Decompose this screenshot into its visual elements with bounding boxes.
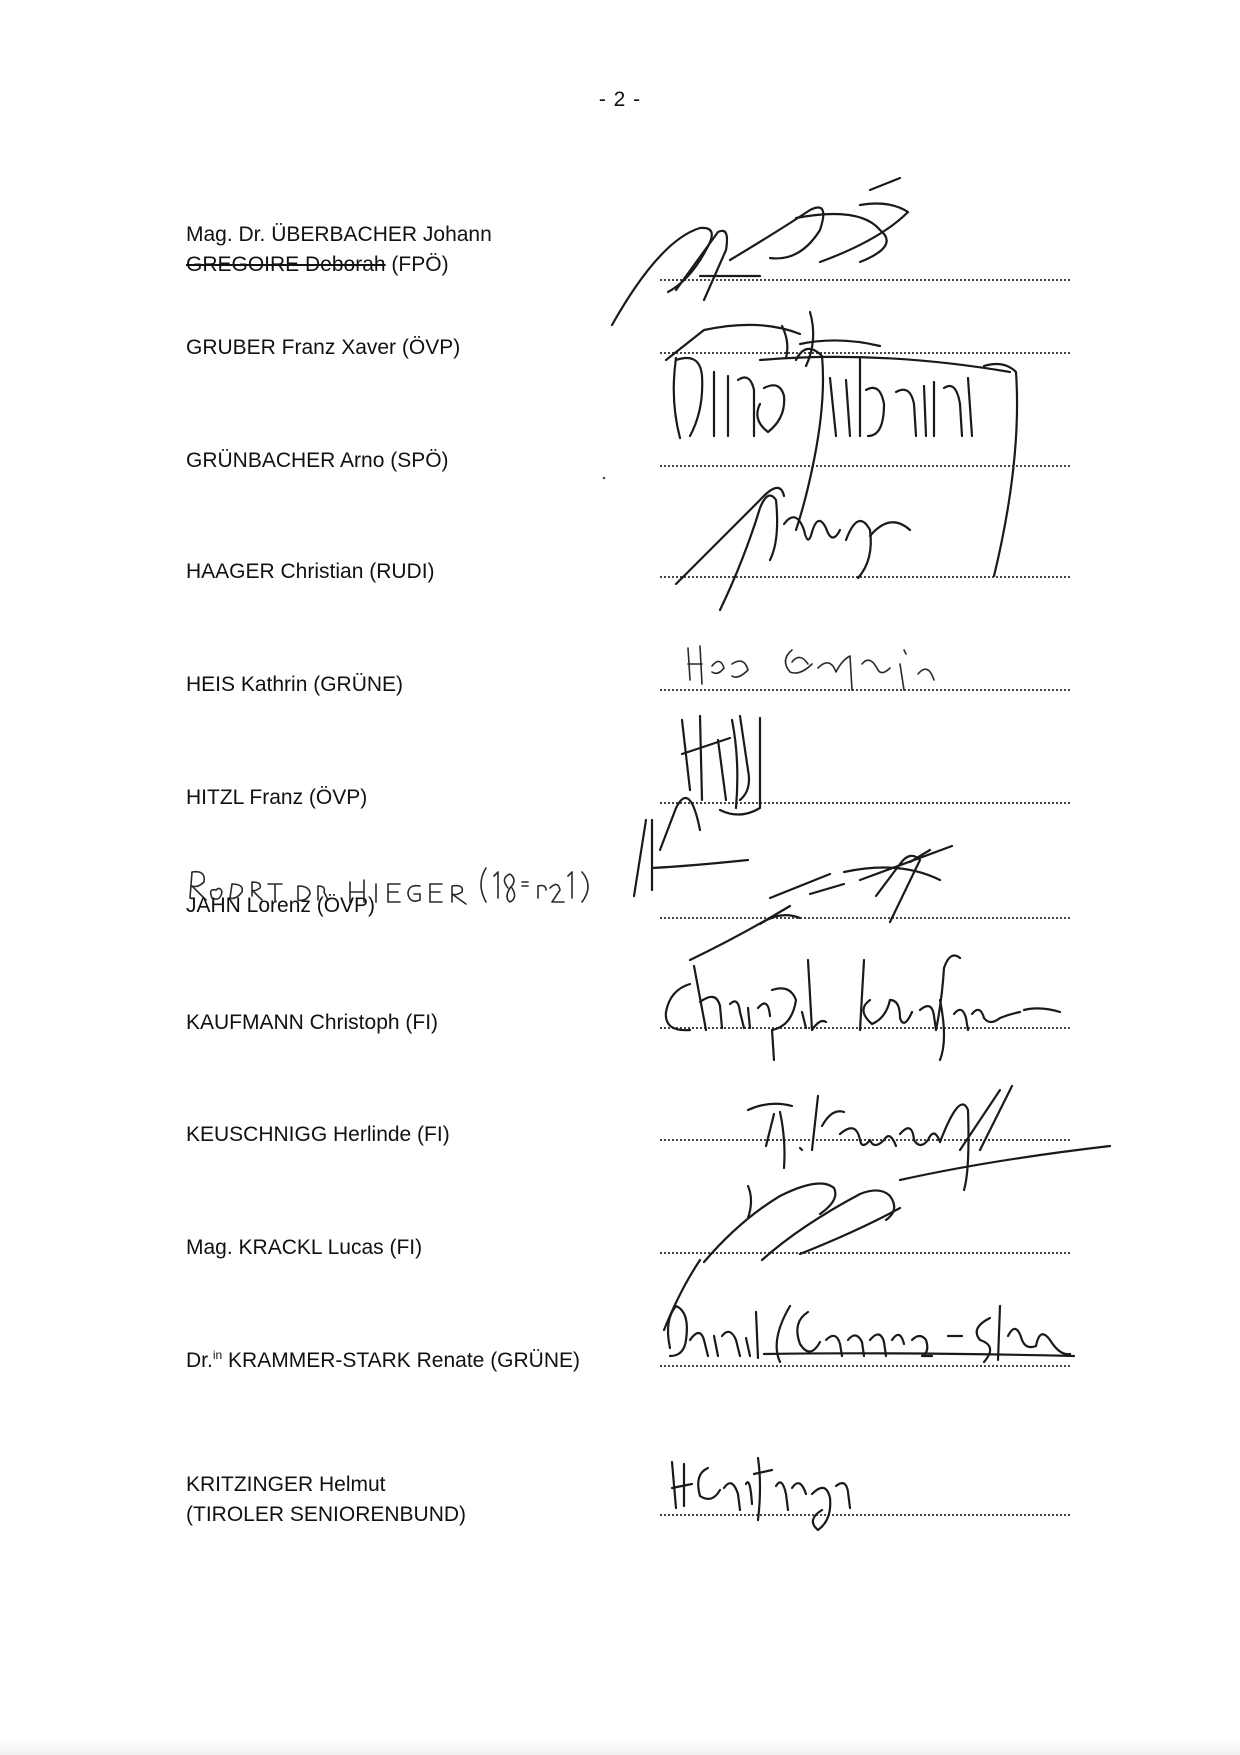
- entry-gruenbacher: [186, 446, 449, 476]
- signature-line: [660, 1361, 1070, 1367]
- entry-name: GRÜNBACHER Arno (SPÖ): [186, 449, 449, 472]
- entry-name: KAUFMANN Christoph (FI): [186, 1011, 439, 1034]
- signature-line: [660, 1023, 1070, 1029]
- entry-name-text: KRAMMER-STARK Renate (GRÜNE): [222, 1349, 581, 1372]
- signature-ueberbacher: [612, 178, 908, 325]
- signature-jahn: [652, 846, 952, 960]
- page-number: - 2 -: [598, 88, 642, 111]
- signature-line: [660, 798, 1070, 804]
- entry-ueberbacher: [186, 220, 492, 280]
- entry-hitzl: [186, 783, 367, 813]
- entry-krammer-stark: [186, 1346, 580, 1376]
- signature-line: [660, 1510, 1070, 1516]
- entry-name: [186, 1346, 580, 1376]
- signature-hitzl: [634, 716, 760, 896]
- entry-name: KEUSCHNIGG Herlinde (FI): [186, 1123, 450, 1146]
- signature-line: [660, 913, 1070, 919]
- signature-line: [660, 348, 1070, 354]
- party-label: (FPÖ): [385, 253, 449, 276]
- signature-krackl: [664, 1184, 900, 1331]
- signature-haager: [676, 488, 910, 610]
- signature-heis: [688, 646, 934, 690]
- entry-keuschnigg: [186, 1120, 450, 1150]
- entry-name-line2: [186, 250, 492, 280]
- scan-edge: [0, 1738, 1240, 1755]
- entry-name: HITZL Franz (ÖVP): [186, 786, 368, 809]
- signature-line: [660, 275, 1070, 281]
- signature-line: [660, 1248, 1070, 1254]
- entry-name: KRITZINGER Helmut: [186, 1473, 386, 1496]
- signature-line: [660, 572, 1070, 578]
- struck-name: GREGOIRE Deborah: [186, 253, 386, 276]
- entry-jahn: [186, 891, 375, 921]
- signature-line: [660, 1135, 1070, 1141]
- title-prefix-sup: in: [212, 1348, 223, 1362]
- entry-name: HAAGER Christian (RUDI): [186, 560, 435, 583]
- entry-name: GRUBER Franz Xaver (ÖVP): [186, 336, 461, 359]
- entry-gruber: [186, 333, 460, 363]
- entry-heis: [186, 670, 403, 700]
- signature-kritzinger: [672, 1458, 850, 1530]
- entry-kaufmann: [186, 1008, 438, 1038]
- title-prefix: Dr.: [186, 1349, 213, 1372]
- entry-haager: [186, 557, 435, 587]
- signature-line: [660, 461, 1070, 467]
- signature-kaufmann: [666, 956, 1060, 1060]
- signature-line: [660, 685, 1070, 691]
- entry-name: HEIS Kathrin (GRÜNE): [186, 673, 404, 696]
- entry-name: Mag. KRACKL Lucas (FI): [186, 1236, 423, 1259]
- entry-kritzinger: [186, 1470, 466, 1530]
- entry-name: JAHN Lorenz (ÖVP): [186, 894, 376, 917]
- stray-mark: [603, 477, 606, 480]
- entry-krackl: [186, 1233, 422, 1263]
- entry-name: Mag. Dr. ÜBERBACHER Johann: [186, 223, 492, 246]
- entry-name-line2: (TIROLER SENIORENBUND): [186, 1503, 467, 1526]
- signature-krammer-stark: [668, 1306, 1074, 1362]
- signature-gruber: [666, 312, 880, 366]
